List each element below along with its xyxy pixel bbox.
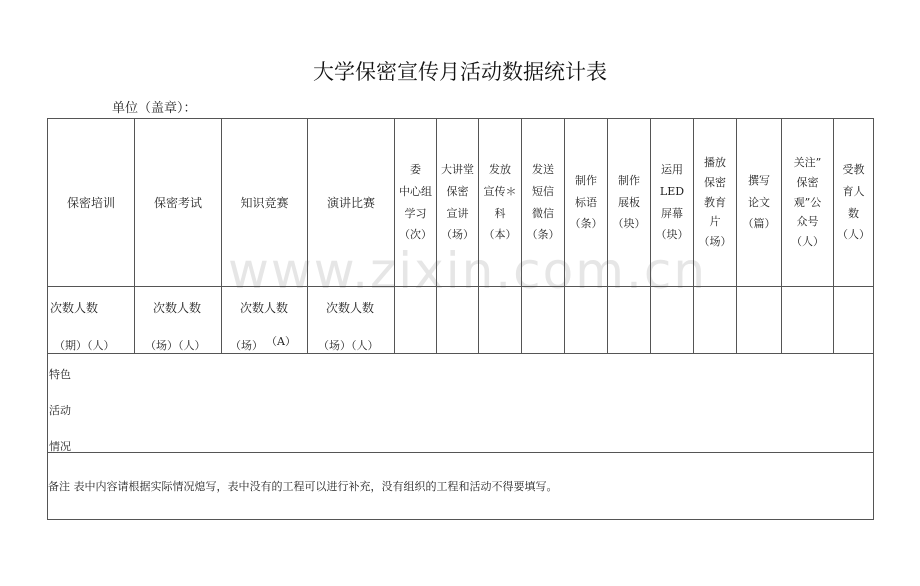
header-people-educated: 受教 育人 数 （人） [834,119,874,287]
header-led-screens: 运用 LED 屏幕 （块） [651,119,694,287]
data-cell[interactable] [737,287,782,354]
features-row [48,354,874,453]
data-cell[interactable] [608,287,651,354]
data-cell[interactable] [782,287,834,354]
header-speech-contest: 演讲比赛 [308,119,395,287]
header-knowledge-contest: 知识竞赛 [222,119,308,287]
note-row [48,453,874,520]
header-make-boards: 制作 展板 （块） [608,119,651,287]
statistics-table [47,118,874,520]
data-cell[interactable] [437,287,479,354]
note-text: 备注 表中内容请根据实际情况熄写，表中没有的工程可以进行补充，没有组织的工程和活动不得要填写。 [48,453,874,520]
exam-count-cell: 次数人数 （场）（人） [135,287,222,354]
contest-count-cell: 次数人数 （场） （A） [222,287,308,354]
header-confidential-exam: 保密考试 [135,119,222,287]
header-education-films: 播放 保密 教育 片 （场） [694,119,737,287]
data-cell[interactable] [834,287,874,354]
feature-activities-cell[interactable]: 特色 活动 情况 [48,354,874,453]
training-count-cell: 次数人数 （期）（人） [48,287,135,354]
speech-count-cell: 次数人数 （场）（人） [308,287,395,354]
header-lecture-hall: 大讲堂 保密 宣讲 （场） [437,119,479,287]
header-follow-account: 关注” 保密 观”公 众号 （人） [782,119,834,287]
header-send-messages: 发送 短信 微信 （条） [522,119,565,287]
unit-seal-label: 单位（盖章）： [112,101,197,116]
header-make-slogans: 制作 标语 （条） [565,119,608,287]
data-cell[interactable] [522,287,565,354]
header-distribute-materials: 发放 宣传＊ 科 （本） [479,119,522,287]
page-title: 大学保密宣传月活动数据统计表 [313,60,607,84]
data-cell[interactable] [479,287,522,354]
data-cell[interactable] [395,287,437,354]
header-confidential-training: 保密培训 [48,119,135,287]
data-cell[interactable] [651,287,694,354]
header-committee-study: 委 中心组 学习 （次） [395,119,437,287]
header-write-papers: 撰写 论文 （篇） [737,119,782,287]
header-row [48,119,874,287]
subheader-row [48,287,874,354]
watermark: www.zixin.com.cn [228,242,708,300]
data-cell[interactable] [565,287,608,354]
data-cell[interactable] [694,287,737,354]
